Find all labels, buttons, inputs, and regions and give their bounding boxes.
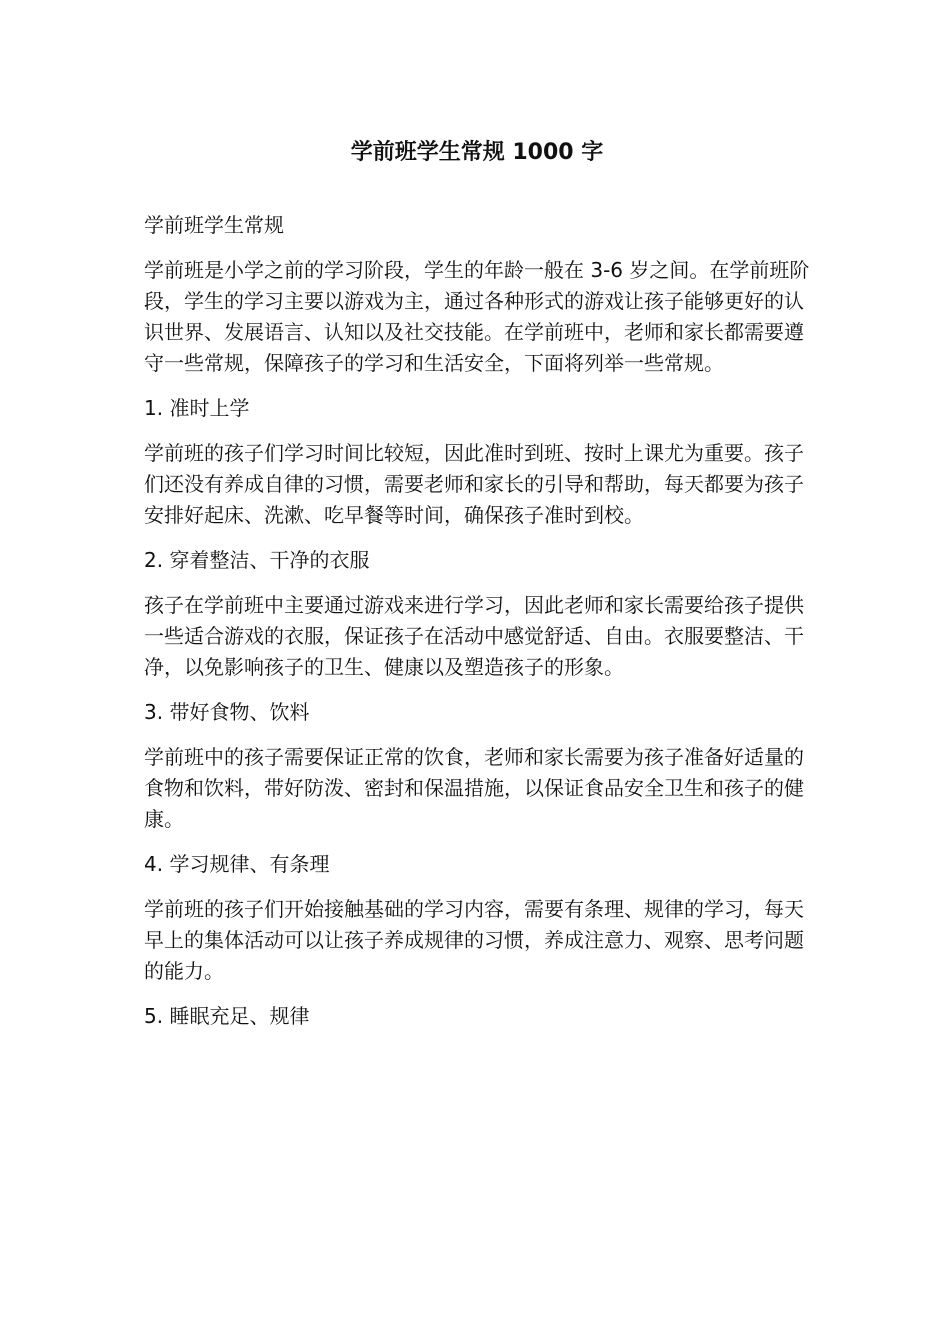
document-content [144,136,810,1046]
rule-heading-1: 1. 准时上学 [144,396,250,420]
document-title: 学前班学生常规 1000 字 [350,140,604,165]
rule-body-4: 学前班的孩子们开始接触基础的学习内容，需要有条理、规律的学习，每天早上的集体活动可以让孩子养成规律的习惯，养成注意力、观察、思考问题的能力。 [144,897,804,983]
rule-heading-4: 4. 学习规律、有条理 [144,852,330,876]
subtitle: 学前班学生常规 [144,213,284,237]
intro-paragraph: 学前班是小学之前的学习阶段，学生的年龄一般在 3-6 岁之间。在学前班阶段，学生的学习主要以游戏为主，通过各种形式的游戏让孩子能够更好的认识世界、发展语言、认知以及社交技能。在学前班中，老师和家长都需要遵守一些常规，保障孩子的学习和生活安全，下面将列举一些常规。 [144,258,810,375]
rule-heading-2: 2. 穿着整洁、干净的衣服 [144,548,370,572]
rule-heading-5: 5. 睡眠充足、规律 [144,1004,310,1028]
rule-heading-3: 3. 带好食物、饮料 [144,700,310,724]
rule-body-2: 孩子在学前班中主要通过游戏来进行学习，因此老师和家长需要给孩子提供一些适合游戏的衣服，保证孩子在活动中感觉舒适、自由。衣服要整洁、干净，以免影响孩子的卫生、健康以及塑造孩子的形象。 [144,593,804,679]
rule-body-1: 学前班的孩子们学习时间比较短，因此准时到班、按时上课尤为重要。孩子们还没有养成自律的习惯，需要老师和家长的引导和帮助，每天都要为孩子安排好起床、洗漱、吃早餐等时间，确保孩子准时到校。 [144,441,804,527]
rule-body-3: 学前班中的孩子需要保证正常的饮食，老师和家长需要为孩子准备好适量的食物和饮料，带好防泼、密封和保温措施，以保证食品安全卫生和孩子的健康。 [144,745,804,831]
